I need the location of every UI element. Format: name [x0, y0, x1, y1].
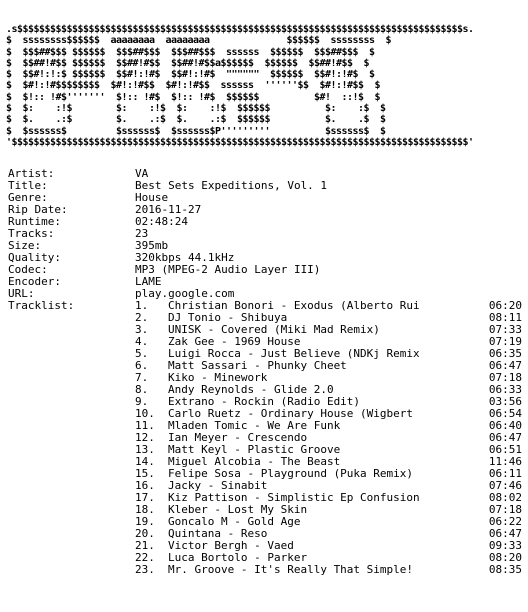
info-row-rip-date [8, 204, 524, 216]
info-row-encoder [8, 276, 524, 288]
track-number: 18. [135, 503, 155, 516]
tracklist-label-spacer [8, 504, 135, 516]
track-title: Kiz Pattison - Simplistic Ep Confusion [168, 492, 420, 504]
tracklist-label-spacer [8, 396, 135, 408]
info-value: 23 [135, 227, 149, 240]
ascii-art-banner: .s$$$$$$$$$$$$$$$$$$$$$$$$$$$$$$$$$$$$$$$$$$$$$$$$$$$$$$$$$$$$$$$$$$$$$$$$$$$$$$$$$s. $ ssssssss$$$$$$ aaaaaaaa aaaaaaaa $$$$$$ ssssssss $ $ $$$##$$$ $$$$$$ $$$##$$$ $$$##$$$ ssssss $$$$$$ $$$##$$$ $ $ $$##!#$$ $$$$$$ $$##!#$$ $$##!#$$a$$$$$$ $$$$$$ $$##!#$$ $ $ $$#!:!:$ $$$$$$ $$#!:!#$ $$#!:!#$ """""" $$$$$$ $$#!:!#$ $ $ $#!:!#$$$$$$$$ $#!:!#$$ $#!:!#$$ ssssss ''''''$$ $#!:!#$$ $ $ $!:: !#$''''''' $!:: !#$ $!:: !#$ $$$$$$ $#! ::!$ $ $ $: :!$ $: :!$ $: :!$ $$$$$$ $: :$ $ $ $. .:$ $. .:$ $. .:$ $$$$$$ $. .$ $ $ $ssssss$ $ssssss$ $ssssss$P''''''''' $ssssss$ $ '$$$$$$$$$$$$$$$$$$$$$$$$$$$$$$$$$$$$$$$$$$$$$$$$$$$$$$$$$$$$$$$$$$$$$$$$$$$$$$$$$$$' [6, 24, 474, 148]
info-label: Codec: [8, 263, 48, 276]
tracklist-label-spacer [8, 408, 135, 420]
track-duration: 08:35 [488, 563, 522, 576]
info-row-runtime [8, 216, 524, 228]
tracklist-label-spacer [8, 516, 135, 528]
track-title: Luigi Rocca - Just Believe (NDKj Remix [168, 348, 420, 360]
track-title: Extrano - Rockin (Radio Edit) [168, 396, 361, 408]
track-number: 19. [135, 515, 155, 528]
track-number: 6. [135, 359, 149, 372]
tracklist-label-spacer [8, 468, 135, 480]
tracklist-label-spacer [8, 528, 135, 540]
track-row [8, 336, 522, 348]
track-title: Christian Bonori - Exodus (Alberto Rui [168, 300, 420, 312]
track-number: 1. [135, 299, 149, 312]
info-label: Quality: [8, 251, 61, 264]
track-row [8, 528, 522, 540]
tracklist-label-spacer [8, 348, 135, 360]
track-duration: 07:19 [488, 335, 522, 348]
info-label: Runtime: [8, 215, 61, 228]
track-number: 13. [135, 443, 155, 456]
track-number: 21. [135, 539, 155, 552]
tracklist-label-spacer [8, 552, 135, 564]
release-info [8, 168, 524, 300]
track-title: Felipe Sosa - Playground (Puka Remix) [168, 468, 414, 480]
info-value: 395mb [135, 239, 169, 252]
track-row [8, 552, 522, 564]
track-number: 10. [135, 407, 155, 420]
info-value: House [135, 191, 169, 204]
track-number: 11. [135, 419, 155, 432]
info-value: MP3 (MPEG-2 Audio Layer III) [135, 263, 321, 276]
track-title: Mr. Groove - It's Really That Simple! [168, 564, 414, 576]
tracklist-label-spacer [8, 432, 135, 444]
track-row [8, 504, 522, 516]
track-row [8, 432, 522, 444]
track-number: 20. [135, 527, 155, 540]
track-row [8, 312, 522, 324]
track-number: 22. [135, 551, 155, 564]
tracklist-label-spacer [8, 312, 135, 324]
track-title: Ian Meyer - Crescendo [168, 432, 308, 444]
track-duration: 06:47 [488, 431, 522, 444]
info-value: LAME [135, 275, 162, 288]
track-row [8, 300, 522, 312]
track-row [8, 372, 522, 384]
track-row [8, 408, 522, 420]
track-title: Kleber - Lost My Skin [168, 504, 308, 516]
tracklist-label-spacer [8, 480, 135, 492]
info-label: Artist: [8, 167, 55, 180]
tracklist [8, 300, 522, 576]
track-duration: 07:18 [488, 371, 522, 384]
tracklist-label-spacer [8, 360, 135, 372]
track-number: 5. [135, 347, 149, 360]
track-duration: 11:46 [488, 455, 522, 468]
track-row [8, 564, 522, 576]
track-row [8, 384, 522, 396]
track-title: Jacky - Sinabit [168, 480, 268, 492]
info-value: Best Sets Expeditions, Vol. 1 [135, 179, 328, 192]
track-title: Quintana - Reso [168, 528, 268, 540]
track-row [8, 348, 522, 360]
tracklist-label-spacer [8, 384, 135, 396]
track-row [8, 480, 522, 492]
track-number: 4. [135, 335, 149, 348]
info-label: Title: [8, 179, 48, 192]
track-number: 7. [135, 371, 149, 384]
track-row [8, 492, 522, 504]
info-label: URL: [8, 287, 35, 300]
track-duration: 09:33 [488, 539, 522, 552]
info-row-size [8, 240, 524, 252]
track-number: 16. [135, 479, 155, 492]
track-duration: 06:40 [488, 419, 522, 432]
track-title: Zak Gee - 1969 House [168, 336, 301, 348]
tracklist-label-spacer [8, 336, 135, 348]
track-duration: 08:20 [488, 551, 522, 564]
track-row [8, 360, 522, 372]
track-row [8, 396, 522, 408]
track-duration: 07:46 [488, 479, 522, 492]
track-title: Andy Reynolds - Glide 2.0 [168, 384, 334, 396]
tracklist-label-spacer [8, 492, 135, 504]
track-row [8, 456, 522, 468]
track-duration: 03:56 [488, 395, 522, 408]
track-number: 3. [135, 323, 149, 336]
track-row [8, 516, 522, 528]
track-row [8, 444, 522, 456]
track-duration: 06:47 [488, 527, 522, 540]
info-value: VA [135, 167, 149, 180]
track-number: 9. [135, 395, 149, 408]
track-title: Matt Sassari - Phunky Cheet [168, 360, 347, 372]
track-duration: 06:35 [488, 347, 522, 360]
track-title: UNISK - Covered (Miki Mad Remix) [168, 324, 380, 336]
track-title: Victor Bergh - Vaed [168, 540, 294, 552]
tracklist-label-spacer [8, 564, 135, 576]
info-value: 02:48:24 [135, 215, 188, 228]
track-number: 8. [135, 383, 149, 396]
track-title: Matt Keyl - Plastic Groove [168, 444, 341, 456]
track-duration: 08:11 [488, 311, 522, 324]
info-row-url [8, 288, 524, 300]
info-label: Rip Date: [8, 203, 68, 216]
track-title: Luca Bortolo - Parker [168, 552, 308, 564]
track-title: Goncalo M - Gold Age [168, 516, 301, 528]
track-duration: 06:22 [488, 515, 522, 528]
track-number: 23. [135, 563, 155, 576]
tracklist-label-spacer [8, 456, 135, 468]
track-duration: 06:54 [488, 407, 522, 420]
tracklist-label-spacer [8, 444, 135, 456]
track-number: 12. [135, 431, 155, 444]
info-value: 2016-11-27 [135, 203, 202, 216]
tracklist-label-spacer [8, 372, 135, 384]
info-value: 320kbps 44.1kHz [135, 251, 235, 264]
track-number: 15. [135, 467, 155, 480]
track-title: Kiko - Minework [168, 372, 268, 384]
info-row-title [8, 180, 524, 192]
track-duration: 08:02 [488, 491, 522, 504]
track-title: Carlo Ruetz - Ordinary House (Wigbert [168, 408, 414, 420]
track-duration: 06:47 [488, 359, 522, 372]
tracklist-label: Tracklist: [8, 299, 75, 312]
info-label: Tracks: [8, 227, 55, 240]
track-row [8, 324, 522, 336]
track-title: Miguel Alcobia - The Beast [168, 456, 341, 468]
info-row-codec [8, 264, 524, 276]
info-label: Encoder: [8, 275, 61, 288]
track-duration: 07:33 [488, 323, 522, 336]
info-row-tracks [8, 228, 524, 240]
tracklist-label-spacer [8, 540, 135, 552]
tracklist-label-spacer [8, 324, 135, 336]
track-duration: 07:18 [488, 503, 522, 516]
track-row [8, 420, 522, 432]
info-label: Genre: [8, 191, 48, 204]
track-duration: 06:11 [488, 467, 522, 480]
track-duration: 06:33 [488, 383, 522, 396]
tracklist-label-spacer [8, 420, 135, 432]
track-title: Mladen Tomic - We Are Funk [168, 420, 341, 432]
track-title: DJ Tonio - Shibuya [168, 312, 288, 324]
track-duration: 06:20 [488, 299, 522, 312]
track-number: 2. [135, 311, 149, 324]
track-row [8, 468, 522, 480]
track-row [8, 540, 522, 552]
info-label: Size: [8, 239, 42, 252]
track-duration: 06:51 [488, 443, 522, 456]
info-row-genre [8, 192, 524, 204]
track-number: 17. [135, 491, 155, 504]
url-value[interactable]: play.google.com [135, 287, 235, 300]
track-number: 14. [135, 455, 155, 468]
